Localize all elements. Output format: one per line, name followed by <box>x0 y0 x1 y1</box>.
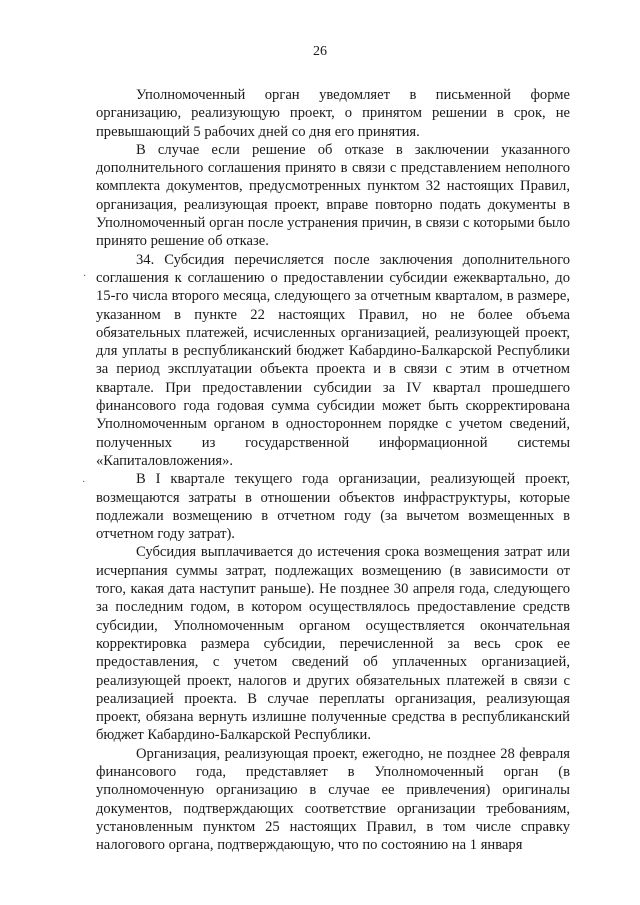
paragraph: Субсидия выплачивается до истечения срока возмещения затрат или исчерпания суммы затрат, подлежащих возмещению (в зависимости от того, какая дата наступит раньше). Не позднее 30 апреля года, следующего за последним годом, в котором осуществлялось предоставление средств субсидии, Уполномоченным органом осуществляется окончательная корректировка размера субсидии, перечисленной за весь срок ее предоставления, с учетом сведений об уплаченных организацией, реализующей проект, налогов и других обязательных платежей в связи с реализацией проекта. В случае переплаты организация, реализующая проект, обязана вернуть излишне полученные средства в республиканский бюджет Кабардино-Балкарской Республики. <box>96 544 570 744</box>
paragraph: Организация, реализующая проект, ежегодно, не позднее 28 февраля финансового года, представляет в Уполномоченный орган (в уполномоченную организацию в случае ее привлечения) оригиналы документов, подтверждающих соответствие организации требованиям, установленным пунктом 25 настоящих Правил, в том числе справку налогового органа, подтверждающую, что по состоянию на 1 января <box>96 745 570 854</box>
paragraph: В I квартале текущего года организации, реализующей проект, возмещаются затраты в отношении объектов инфраструктуры, которые подлежали возмещению в отчетном году (за вычетом возмещенных в отчетном году затрат). <box>96 471 570 543</box>
paragraph: 34. Субсидия перечисляется после заключения дополнительного соглашения к соглашению о предоставлении субсидии ежеквартально, до 15-го числа второго месяца, следующего за отчетным кварталом, в размере, указанном в пункте 22 настоящих Правил, но не более объема обязательных платежей, исчисленных организацией, реализующей проект, для уплаты в республиканский бюджет Кабардино-Балкарской Республики за период эксплуатации объекта проекта и в связи с этим в отчетном квартале. При предоставлении субсидии за IV квартал прошедшего финансового года годовая сумма субсидии может быть скорректирована Уполномоченным органом в одностороннем порядке с учетом сведений, полученных из государственной информационной системы «Капиталовложения». <box>96 251 570 469</box>
paragraph: В случае если решение об отказе в заключении указанного дополнительного соглашения принято в связи с представлением неполного комплекта документов, предусмотренных пунктом 32 настоящих Правил, организация, реализующая проект, вправе повторно подать документы в Уполномоченный орган после устранения причин, в связи с которыми было принято решение об отказе. <box>96 141 570 250</box>
body-text <box>96 86 570 854</box>
paragraph: Уполномоченный орган уведомляет в письменной форме организацию, реализующую проект, о принятом решении в срок, не превышающий 5 рабочих дней со дня его принятия. <box>96 87 570 140</box>
page-number: 26 <box>313 44 327 59</box>
margin-dot: · <box>83 271 87 282</box>
margin-dot: · <box>82 477 86 488</box>
